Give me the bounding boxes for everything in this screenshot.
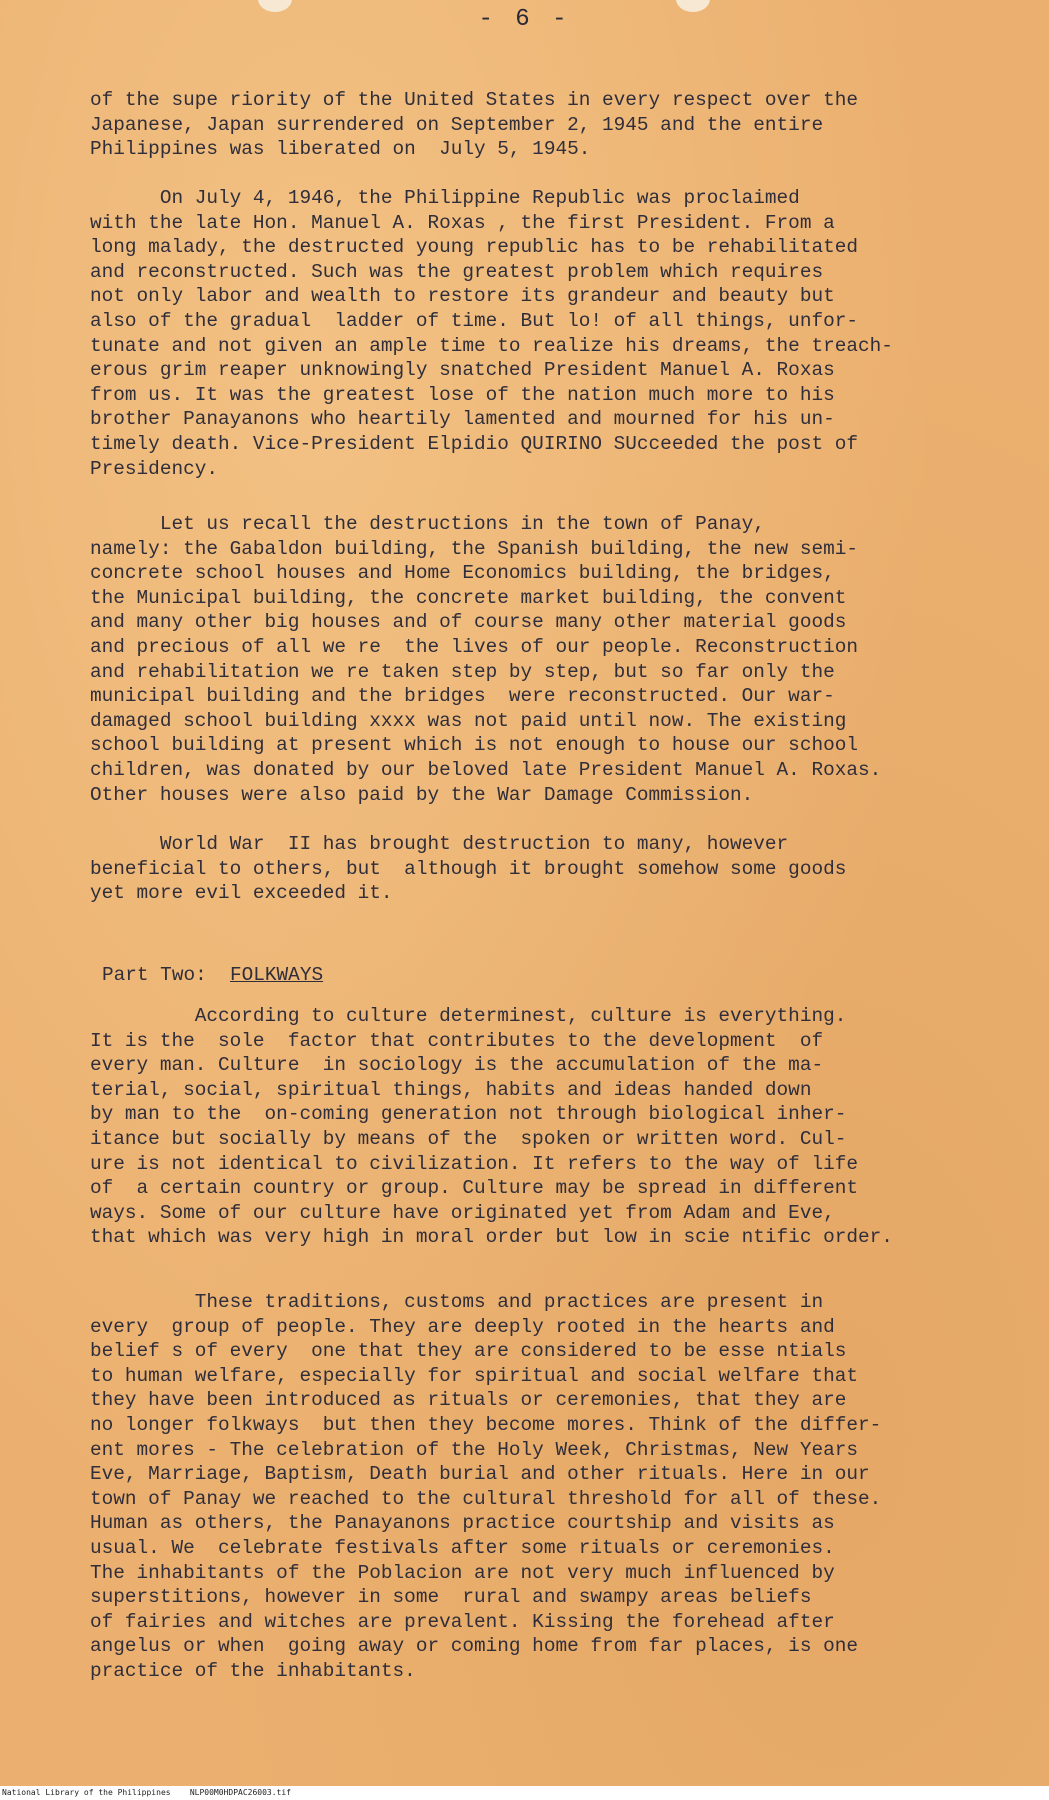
- text-line: school building at present which is not enough to house our school: [90, 734, 858, 757]
- text-line: usual. We celebrate festivals after some rituals or ceremonies.: [90, 1536, 835, 1559]
- paragraph-republic: [90, 186, 893, 481]
- text-line: children, was donated by our beloved late President Manuel A. Roxas.: [90, 758, 882, 781]
- heading-title: FOLKWAYS: [230, 964, 324, 986]
- scan-footer: National Library of the Philippines NLP00M0HDPAC26003.tif: [0, 1786, 1049, 1800]
- text-line: superstitions, however in some rural and swampy areas beliefs: [90, 1586, 812, 1609]
- text-line: they have been introduced as rituals or ceremonies, that they are: [90, 1389, 847, 1412]
- text-line: According to culture determinest, culture is everything.: [90, 1005, 847, 1027]
- text-line: On July 4, 1946, the Philippine Republic was proclaimed: [90, 187, 800, 209]
- text-line: and rehabilitation we re taken step by step, but so far only the: [90, 660, 835, 683]
- text-line: belief s of every one that they are considered to be esse ntials: [90, 1340, 847, 1363]
- text-line: concrete school houses and Home Economics building, the bridges,: [90, 562, 835, 585]
- text-line: town of Panay we reached to the cultural threshold for all of these.: [90, 1487, 882, 1510]
- text-line: that which was very high in moral order but low in scie ntific order.: [90, 1226, 893, 1249]
- text-line: namely: the Gabaldon building, the Spanish building, the new semi-: [90, 537, 858, 560]
- text-line: long malady, the destructed young republic has to be rehabilitated: [90, 236, 858, 259]
- paragraph-traditions: [90, 1290, 881, 1684]
- text-line: the Municipal building, the concrete market building, the convent: [90, 586, 847, 609]
- text-line: from us. It was the greatest lose of the nation much more to his: [90, 383, 835, 406]
- text-line: damaged school building xxxx was not paid until now. The existing: [90, 709, 847, 732]
- text-line: yet more evil exceeded it.: [90, 882, 393, 905]
- text-line: ure is not identical to civilization. It refers to the way of life: [90, 1152, 858, 1175]
- text-line: by man to the on-coming generation not through biological inher-: [90, 1103, 847, 1126]
- text-line: brother Panayanons who heartily lamented and mourned for his un-: [90, 408, 835, 431]
- text-line: Human as others, the Panayanons practice courtship and visits as: [90, 1512, 835, 1535]
- section-heading: [102, 964, 323, 986]
- text-line: Japanese, Japan surrendered on September 2, 1945 and the entire: [90, 113, 824, 136]
- text-line: not only labor and wealth to restore its grandeur and beauty but: [90, 285, 835, 308]
- text-line: Other houses were also paid by the War Damage Commission.: [90, 783, 754, 806]
- text-line: every group of people. They are deeply rooted in the hearts and: [90, 1315, 835, 1338]
- text-line: ent mores - The celebration of the Holy Week, Christmas, New Years: [90, 1438, 858, 1461]
- paragraph-surrender: [90, 88, 858, 162]
- text-line: These traditions, customs and practices are present in: [90, 1291, 824, 1313]
- text-line: with the late Hon. Manuel A. Roxas , the first President. From a: [90, 211, 835, 234]
- text-line: and precious of all we re the lives of our people. Reconstruction: [90, 635, 858, 658]
- text-line: of a certain country or group. Culture may be spread in different: [90, 1177, 858, 1200]
- text-line: to human welfare, especially for spiritual and social welfare that: [90, 1364, 858, 1387]
- text-line: angelus or when going away or coming home from far places, is one: [90, 1635, 858, 1658]
- text-line: ways. Some of our culture have originated yet from Adam and Eve,: [90, 1201, 835, 1224]
- text-line: timely death. Vice-President Elpidio QUIRINO SUcceeded the post of: [90, 432, 858, 455]
- text-line: The inhabitants of the Poblacion are not very much influenced by: [90, 1561, 835, 1584]
- text-line: Presidency.: [90, 457, 218, 480]
- paragraph-destructions: [90, 512, 881, 807]
- page-number: - 6 -: [478, 6, 571, 33]
- text-line: itance but socially by means of the spoken or written word. Cul-: [90, 1127, 847, 1150]
- text-line: tunate and not given an ample time to realize his dreams, the treach-: [90, 334, 893, 357]
- text-line: municipal building and the bridges were reconstructed. Our war-: [90, 685, 835, 708]
- text-line: also of the gradual ladder of time. But lo! of all things, unfor-: [90, 309, 858, 332]
- text-line: practice of the inhabitants.: [90, 1659, 416, 1682]
- text-line: of the supe riority of the United States in every respect over the: [90, 89, 858, 111]
- text-line: terial, social, spiritual things, habits and ideas handed down: [90, 1078, 812, 1101]
- text-line: and reconstructed. Such was the greatest problem which requires: [90, 260, 824, 283]
- text-line: every man. Culture in sociology is the accumulation of the ma-: [90, 1054, 824, 1077]
- paragraph-culture: [90, 1004, 893, 1250]
- text-line: It is the sole factor that contributes to the development of: [90, 1029, 824, 1052]
- heading-prefix: Part Two:: [102, 964, 230, 986]
- text-line: World War II has brought destruction to many, however: [90, 833, 789, 855]
- text-line: beneficial to others, but although it brought somehow some goods: [90, 857, 847, 880]
- text-line: erous grim reaper unknowingly snatched President Manuel A. Roxas: [90, 359, 835, 382]
- text-line: and many other big houses and of course many other material goods: [90, 611, 847, 634]
- paragraph-world-war: [90, 832, 846, 906]
- text-line: Philippines was liberated on July 5, 1945.: [90, 138, 591, 161]
- text-line: no longer folkways but then they become mores. Think of the differ-: [90, 1413, 882, 1436]
- text-line: Let us recall the destructions in the town of Panay,: [90, 513, 765, 535]
- text-line: Eve, Marriage, Baptism, Death burial and other rituals. Here in our: [90, 1463, 870, 1486]
- text-line: of fairies and witches are prevalent. Kissing the forehead after: [90, 1610, 835, 1633]
